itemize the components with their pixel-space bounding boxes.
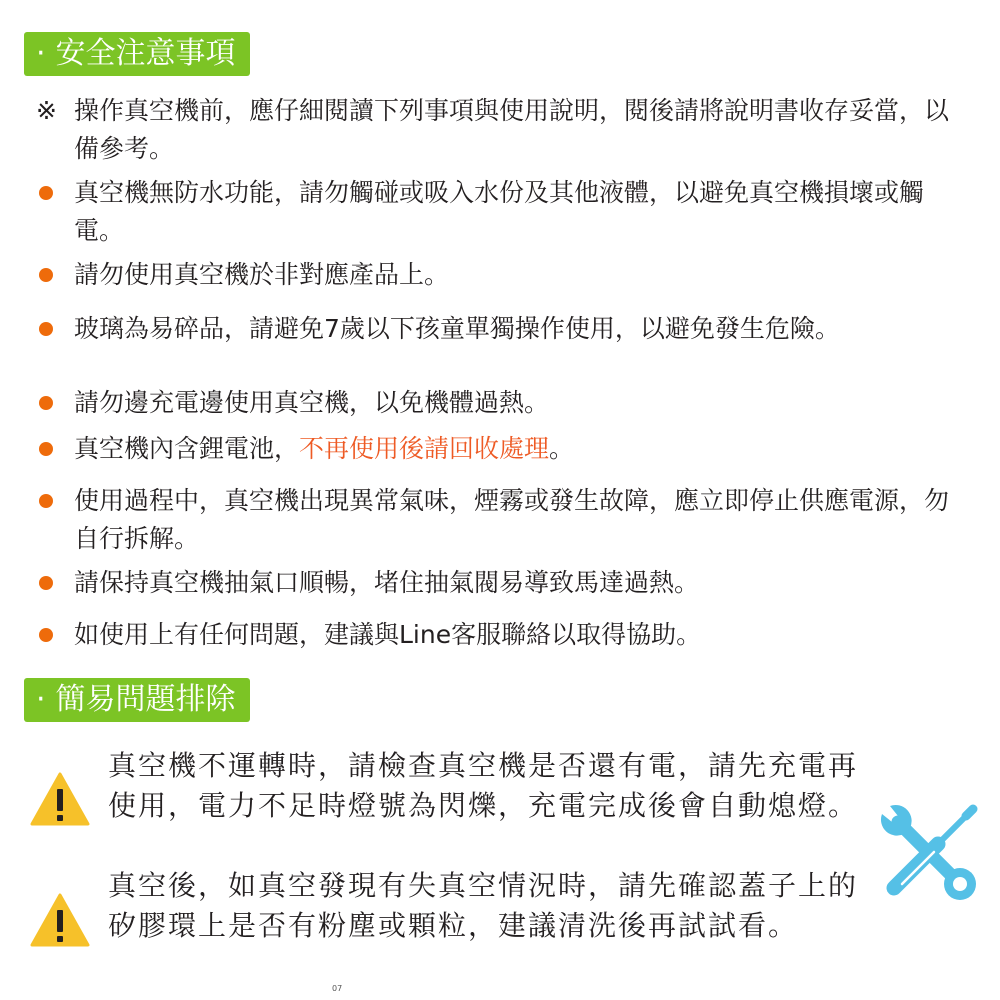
safety-item (36, 310, 966, 348)
safety-item-text: 請勿邊充電邊使用真空機，以免機體過熱。 (74, 388, 550, 417)
troubleshoot-section-title: 簡易問題排除 (55, 682, 236, 717)
safety-item (36, 482, 966, 558)
wrench-screwdriver-icon (876, 800, 980, 904)
battery-text: 真空機內含鋰電池， (74, 434, 300, 463)
safety-item-text: 請勿使用真空機於非對應產品上。 (74, 260, 450, 289)
safety-item (36, 174, 966, 250)
bullet-dot-icon (39, 322, 53, 336)
battery-text-end: 。 (549, 434, 575, 463)
safety-item (36, 256, 966, 294)
safety-item-text: 玻璃為易碎品，請避免7歲以下孩童單獨操作使用，以避免發生危險。 (74, 314, 840, 343)
troubleshoot-item-text: 真空後，如真空發現有失真空情況時，請先確認蓋子上的矽膠環上是否有粉塵或顆粒，建議清洗後再試試看。 (108, 869, 859, 942)
warning-icon (30, 893, 90, 947)
troubleshoot-section-header (24, 678, 250, 722)
safety-item-text: 真空機無防水功能，請勿觸碰或吸入水份及其他液體，以避免真空機損壞或觸電。 (74, 178, 925, 245)
safety-item-text (74, 430, 966, 468)
bullet-dot-icon (39, 576, 53, 590)
safety-item-text: 如使用上有任何問題，建議與Line客服聯絡以取得協助。 (74, 620, 702, 649)
bullet-dot-icon (39, 442, 53, 456)
safety-section-header (24, 32, 250, 76)
safety-item-text: 請保持真空機抽氣口順暢，堵住抽氣閥易導致馬達過熱。 (74, 568, 700, 597)
safety-item (36, 564, 966, 602)
troubleshoot-item (108, 866, 868, 946)
safety-section-title: 安全注意事項 (55, 36, 236, 71)
safety-item-text: 使用過程中，真空機出現異常氣味，煙霧或發生故障，應立即停止供應電源，勿自行拆解。 (74, 486, 950, 553)
bullet-dot-icon (39, 494, 53, 508)
troubleshoot-item-text: 真空機不運轉時，請檢查真空機是否還有電，請先充電再使用，電力不足時燈號為閃爍，充電完成後會自動熄燈。 (108, 749, 859, 822)
safety-item (36, 616, 966, 654)
bullet-dot-icon (39, 628, 53, 642)
safety-item (36, 430, 966, 468)
note-mark: ※ (36, 96, 57, 125)
safety-item (36, 384, 966, 422)
header-dot: · (36, 682, 46, 717)
recycle-highlight: 不再使用後請回收處理 (299, 434, 550, 463)
bullet-dot-icon (39, 186, 53, 200)
safety-note-text: 操作真空機前，應仔細閱讀下列事項與使用說明，閱後請將說明書收存妥當，以備參考。 (74, 96, 950, 163)
warning-icon (30, 772, 90, 826)
safety-note (36, 92, 966, 168)
troubleshoot-item (108, 746, 868, 826)
bullet-dot-icon (39, 268, 53, 282)
header-dot: · (36, 36, 46, 71)
page-number: 07 (332, 984, 343, 993)
bullet-dot-icon (39, 396, 53, 410)
